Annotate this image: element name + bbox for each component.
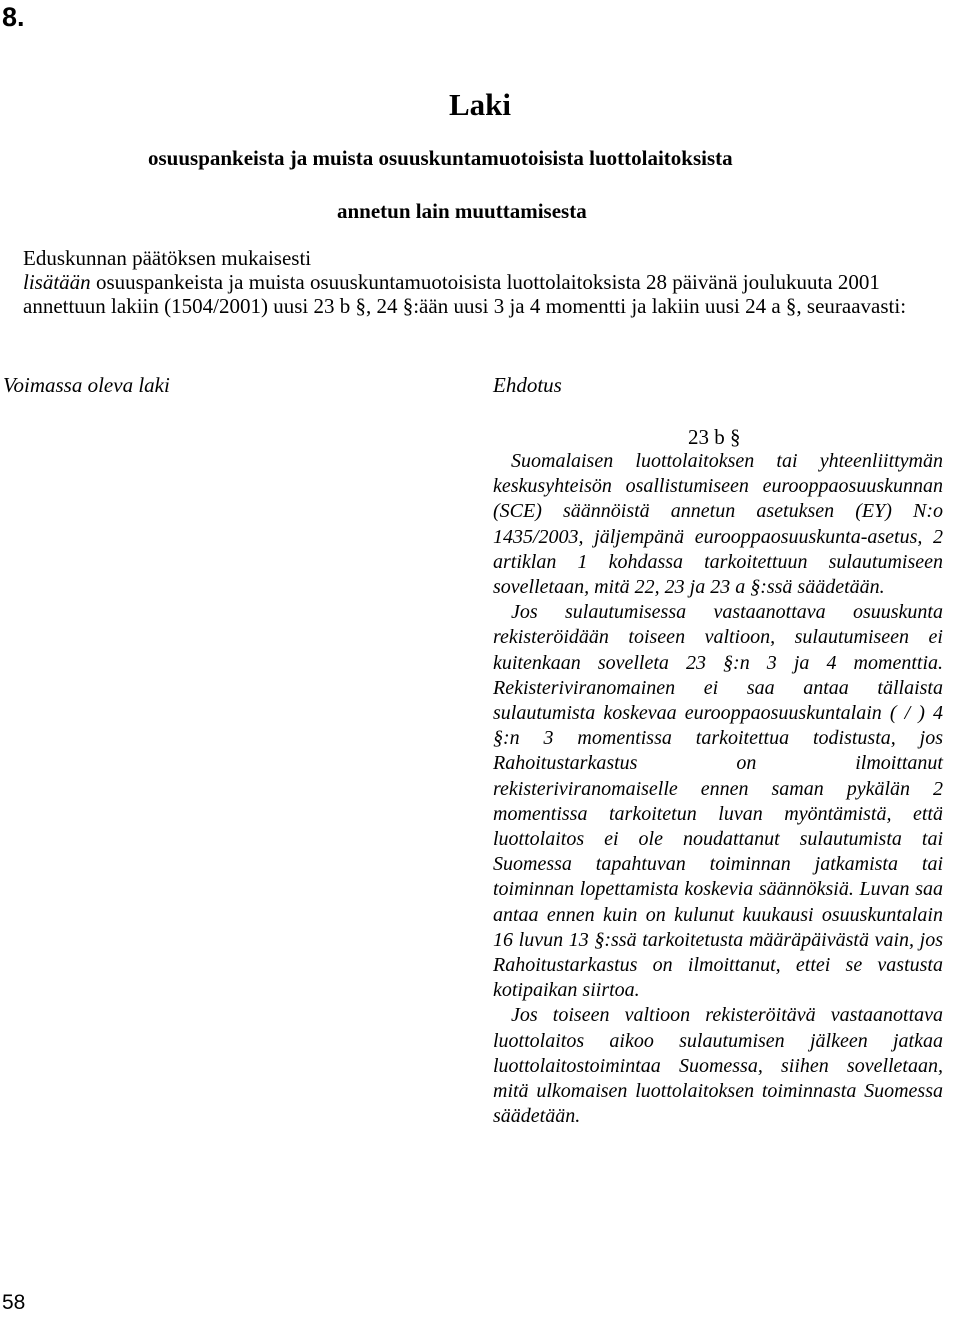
left-column-header: Voimassa oleva laki [3, 373, 170, 397]
intro-paragraph [23, 270, 933, 318]
proposal-text [493, 449, 943, 1129]
section-heading: 23 b § [688, 425, 741, 449]
subtitle-line-1: osuuspankeista ja muista osuuskuntamuotoisista luottolaitoksista [148, 146, 733, 170]
subtitle-line-2: annetun lain muuttamisesta [337, 199, 587, 223]
proposal-paragraph-3: Jos toiseen valtioon rekisteröitävä vastaanottava luottolaitos aikoo sulautumisen jälkeen jatkaa luottolaitostoimintaa Suomessa, siihen sovelletaan, mitä ulkomaisen luottolaitoksen toiminnasta Suomessa säädetään. [493, 1004, 943, 1128]
page-number-bottom: 58 [2, 1291, 26, 1314]
intro-lead-word: lisätään [23, 270, 91, 294]
proposal-paragraph-2: Jos sulautumisessa vastaanottava osuuskunta rekisteröidään toiseen valtioon, sulautumiseen ei kuitenkaan sovelleta 23 §:n 3 ja 4 momenttia. Rekisteriviranomainen ei saa antaa tällaista sulautumista koskevaa eurooppaosuuskuntalain ( / ) 4 §:n 3 momentissa tarkoitettua todistusta, jos Rahoitustarkastus on ilmoittanut rekisteriviranomaiselle ennen saman pykälän 2 momentissa tarkoitetun luvan myöntämistä, että luottolaitos ei ole noudattanut sulautumista tai Suomessa tapahtuvan toiminnan jatkamista tai toiminnan lopettamista koskevia säännöksiä. Luvan saa antaa ennen kuin on kulunut kuukausi osuuskuntalain 16 luvun 13 §:ssä tarkoitetusta määräpäivästä vain, jos Rahoitustarkastus on ilmoittanut, ettei se vastusta kotipaikan siirtoa. [493, 601, 943, 1002]
intro-body-text: osuuspankeista ja muista osuuskuntamuotoisista luottolaitoksista 28 päivänä joulukuuta 2001 annettuun lakiin (1504/2001) uusi 23 b §, 24 §:ään uusi 3 ja 4 momentti ja lakiin uusi 24 a §, seuraavasti: [23, 270, 907, 318]
right-column-header: Ehdotus [493, 373, 562, 397]
intro-decision: Eduskunnan päätöksen mukaisesti [23, 246, 312, 270]
document-title-text: Laki [448, 87, 512, 122]
proposal-paragraph-1: Suomalaisen luottolaitoksen tai yhteenliittymän keskusyhteisön osallistumiseen eurooppaosuuskunnan (SCE) säännöistä annetun asetuksen (EY) N:o 1435/2003, jäljempänä eurooppaosuuskunta-asetus, 2 artiklan 1 kohdassa tarkoitettuun sulautumiseen sovelletaan, mitä 22, 23 ja 23 a §:ssä säädetään. [493, 450, 943, 599]
document-title [0, 86, 960, 124]
page-number-top: 8. [2, 2, 25, 32]
